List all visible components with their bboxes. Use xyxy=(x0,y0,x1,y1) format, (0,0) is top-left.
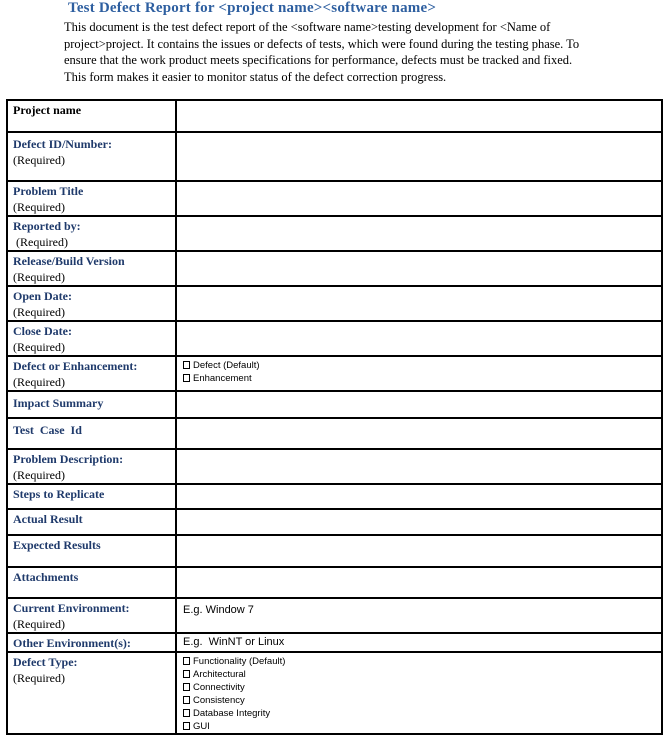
defect-or-enhancement-options xyxy=(176,356,662,391)
field-label: Close Date: xyxy=(13,324,72,338)
field-label: Defect or Enhancement: xyxy=(13,359,138,373)
field-label: Impact Summary xyxy=(13,396,104,410)
attachments-field[interactable] xyxy=(176,567,662,598)
checkbox-icon[interactable] xyxy=(183,670,190,678)
option-architectural[interactable] xyxy=(183,668,661,681)
checkbox-icon[interactable] xyxy=(183,696,190,704)
field-label: Project name xyxy=(13,103,82,117)
row-project-name xyxy=(7,100,662,132)
required-note: (Required) xyxy=(13,671,65,685)
field-label: Problem Title xyxy=(13,184,84,198)
label-cell xyxy=(7,509,176,535)
document-title: Test Defect Report for <project name><software name> xyxy=(68,0,437,16)
row-release-version xyxy=(7,251,662,286)
label-cell xyxy=(7,598,176,633)
field-label: Steps to Replicate xyxy=(13,487,105,501)
field-label: Open Date: xyxy=(13,289,72,303)
required-note: (Required) xyxy=(13,235,68,249)
option-label: Functionality (Default) xyxy=(193,656,286,667)
option-label: Database Integrity xyxy=(193,708,271,719)
defect-type-options xyxy=(176,652,662,734)
required-note: (Required) xyxy=(13,468,65,482)
option-connectivity[interactable] xyxy=(183,681,661,694)
option-gui[interactable] xyxy=(183,720,661,733)
problem-description-field[interactable] xyxy=(176,449,662,484)
option-database-integrity[interactable] xyxy=(183,707,661,720)
field-label: Expected Results xyxy=(13,538,101,552)
checkbox-icon[interactable] xyxy=(183,683,190,691)
field-label: Test Case Id xyxy=(13,423,82,437)
current-environment-field[interactable]: E.g. Window 7 xyxy=(176,598,662,633)
required-note: (Required) xyxy=(13,153,65,167)
test-case-id-field[interactable] xyxy=(176,418,662,449)
row-test-case-id xyxy=(7,418,662,449)
intro-line: This form makes it easier to monitor status of the defect correction progress. xyxy=(64,69,447,84)
label-cell xyxy=(7,391,176,418)
label-cell xyxy=(7,181,176,216)
row-defect-or-enhancement xyxy=(7,356,662,391)
project-name-field[interactable] xyxy=(176,100,662,132)
row-defect-id xyxy=(7,132,662,181)
option-label: Architectural xyxy=(193,669,246,680)
defect-id-field[interactable] xyxy=(176,132,662,181)
intro-line: ensure that the work product meets specifications for performance, defects must be tracked and fixed. xyxy=(64,53,573,67)
label-cell xyxy=(7,251,176,286)
row-problem-title xyxy=(7,181,662,216)
row-problem-description xyxy=(7,449,662,484)
label-cell xyxy=(7,100,176,132)
defect-report-form xyxy=(6,99,663,735)
intro-paragraph xyxy=(64,19,664,85)
row-actual-result xyxy=(7,509,662,535)
label-cell xyxy=(7,633,176,652)
label-cell xyxy=(7,652,176,734)
required-note: (Required) xyxy=(13,200,65,214)
label-cell xyxy=(7,216,176,251)
required-note: (Required) xyxy=(13,305,65,319)
steps-to-replicate-field[interactable] xyxy=(176,484,662,509)
field-label: Reported by: xyxy=(13,219,81,233)
field-label: Defect ID/Number: xyxy=(13,137,112,151)
expected-results-field[interactable] xyxy=(176,535,662,567)
checkbox-icon[interactable] xyxy=(183,374,190,382)
option-label: GUI xyxy=(193,721,210,732)
checkbox-icon[interactable] xyxy=(183,722,190,730)
other-environment-field[interactable]: E.g. WinNT or Linux xyxy=(176,633,662,652)
label-cell xyxy=(7,356,176,391)
field-label: Attachments xyxy=(13,570,79,584)
row-current-environment xyxy=(7,598,662,633)
option-label: Defect (Default) xyxy=(193,360,260,371)
field-label: Current Environment: xyxy=(13,601,130,615)
row-open-date xyxy=(7,286,662,321)
impact-summary-field[interactable] xyxy=(176,391,662,418)
actual-result-field[interactable] xyxy=(176,509,662,535)
option-consistency[interactable] xyxy=(183,694,661,707)
label-cell xyxy=(7,535,176,567)
field-label: Other Environment(s): xyxy=(13,636,131,650)
checkbox-icon[interactable] xyxy=(183,709,190,717)
option-defect[interactable] xyxy=(183,359,661,372)
open-date-field[interactable] xyxy=(176,286,662,321)
required-note: (Required) xyxy=(13,340,65,354)
problem-title-field[interactable] xyxy=(176,181,662,216)
intro-line: project>project. It contains the issues or defects of tests, which were found during the testing phase. To xyxy=(64,36,580,51)
close-date-field[interactable] xyxy=(176,321,662,356)
row-reported-by xyxy=(7,216,662,251)
field-label: Defect Type: xyxy=(13,655,78,669)
checkbox-icon[interactable] xyxy=(183,361,190,369)
field-label: Problem Description: xyxy=(13,452,124,466)
field-label: Actual Result xyxy=(13,512,83,526)
field-label: Release/Build Version xyxy=(13,254,125,268)
label-cell xyxy=(7,418,176,449)
required-note: (Required) xyxy=(13,270,65,284)
option-label: Connectivity xyxy=(193,682,245,693)
row-defect-type xyxy=(7,652,662,734)
option-label: Consistency xyxy=(193,695,245,706)
label-cell xyxy=(7,321,176,356)
label-cell xyxy=(7,286,176,321)
row-attachments xyxy=(7,567,662,598)
label-cell xyxy=(7,449,176,484)
checkbox-icon[interactable] xyxy=(183,657,190,665)
intro-line: This document is the test defect report of the <software name>testing development for <Name of xyxy=(64,20,551,34)
row-expected-results xyxy=(7,535,662,567)
row-close-date xyxy=(7,321,662,356)
row-other-environment xyxy=(7,633,662,652)
option-functionality[interactable] xyxy=(183,655,661,668)
required-note: (Required) xyxy=(13,375,65,389)
label-cell xyxy=(7,132,176,181)
label-cell xyxy=(7,484,176,509)
row-steps-to-replicate xyxy=(7,484,662,509)
label-cell xyxy=(7,567,176,598)
reported-by-field[interactable] xyxy=(176,216,662,251)
release-version-field[interactable] xyxy=(176,251,662,286)
required-note: (Required) xyxy=(13,617,65,631)
option-enhancement[interactable] xyxy=(183,372,661,385)
row-impact-summary xyxy=(7,391,662,418)
option-label: Enhancement xyxy=(193,373,252,384)
